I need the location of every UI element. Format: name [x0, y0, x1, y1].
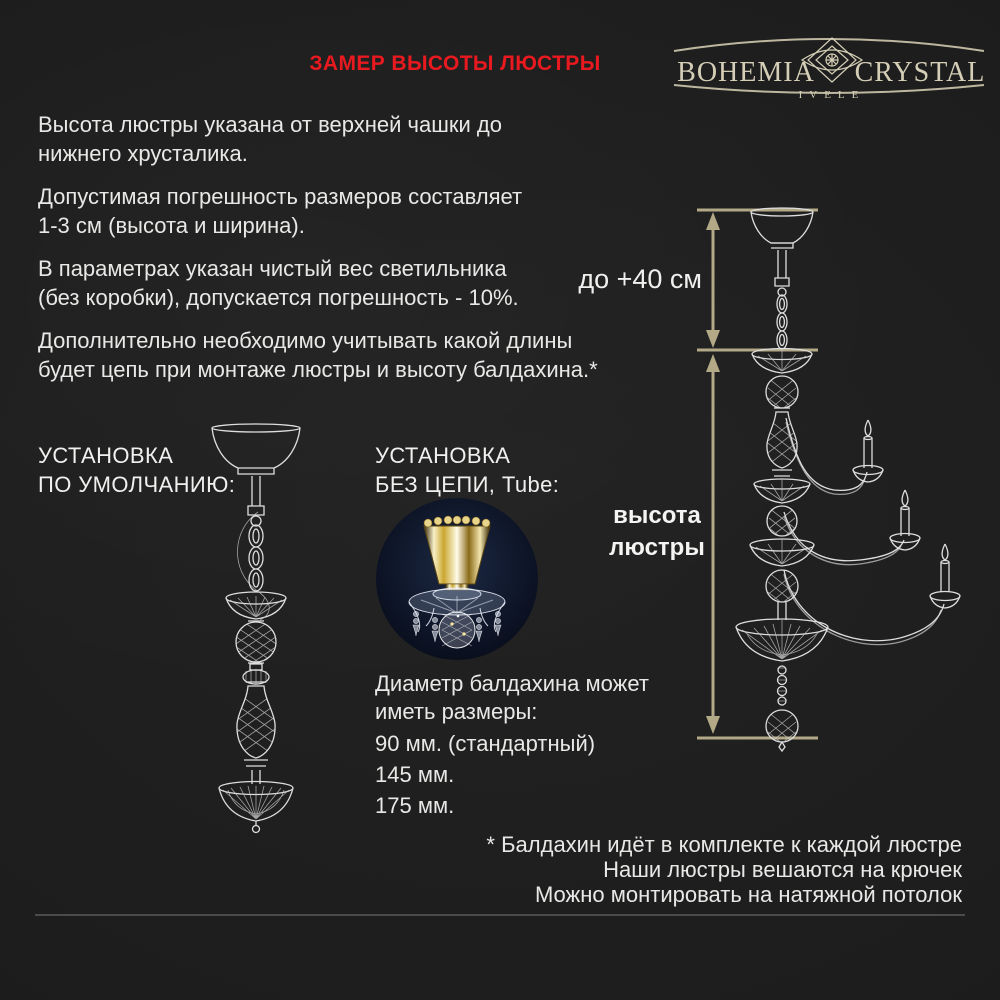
footnotes-block — [322, 833, 962, 908]
chandelier-height-label: высота люстры — [609, 502, 705, 561]
bohemia-crystal-logo — [668, 24, 990, 118]
canopy-diameter-intro: Диаметр балдахина может иметь размеры: — [375, 671, 649, 724]
section-default-install-title: УСТАНОВКА ПО УМОЛЧАНИЮ: — [38, 443, 236, 497]
canopy-size-option: 145 мм. — [375, 762, 455, 787]
intro-text-block — [38, 110, 638, 398]
section-tube-install-title: УСТАНОВКА БЕЗ ЦЕПИ, Tube: — [375, 443, 560, 497]
logo-subbrand: IVELE — [798, 89, 866, 101]
chandelier-line-drawing — [730, 200, 1000, 800]
logo-brand-right: CRYSTAL — [854, 57, 986, 88]
intro-paragraph: Дополнительно необходимо учитывать какой длины будет цепь при монтаже люстры и высоту балдахина.* — [38, 328, 598, 382]
footnote-line: Можно монтировать на натяжной потолок — [534, 882, 962, 907]
intro-paragraph: Допустимая погрешность размеров составляет 1-3 см (высота и ширина). — [38, 184, 523, 238]
divider-line — [35, 914, 965, 916]
crystal-ball — [439, 612, 475, 648]
canopy-size-option: 175 мм. — [375, 793, 455, 818]
chain-allowance-label: до +40 см — [578, 264, 702, 294]
intro-paragraph: В параметрах указан чистый вес светильника (без коробки), допускается погрешность - 10%. — [38, 256, 519, 310]
canopy-size-option: 90 мм. (стандартный) — [375, 731, 596, 756]
page-title: ЗАМЕР ВЫСОТЫ ЛЮСТРЫ — [309, 52, 601, 75]
default-install-suspension-drawing — [190, 418, 326, 838]
footnote-line: Наши люстры вешаются на крючек — [603, 857, 962, 882]
footnote-line: * Балдахин идёт в комплекте к каждой люстре — [486, 832, 962, 857]
gold-canopy-photo — [374, 496, 540, 662]
intro-paragraph: Высота люстры указана от верхней чашки до нижнего хрусталика. — [38, 112, 502, 166]
logo-brand-left: BOHEMIA — [677, 57, 815, 88]
